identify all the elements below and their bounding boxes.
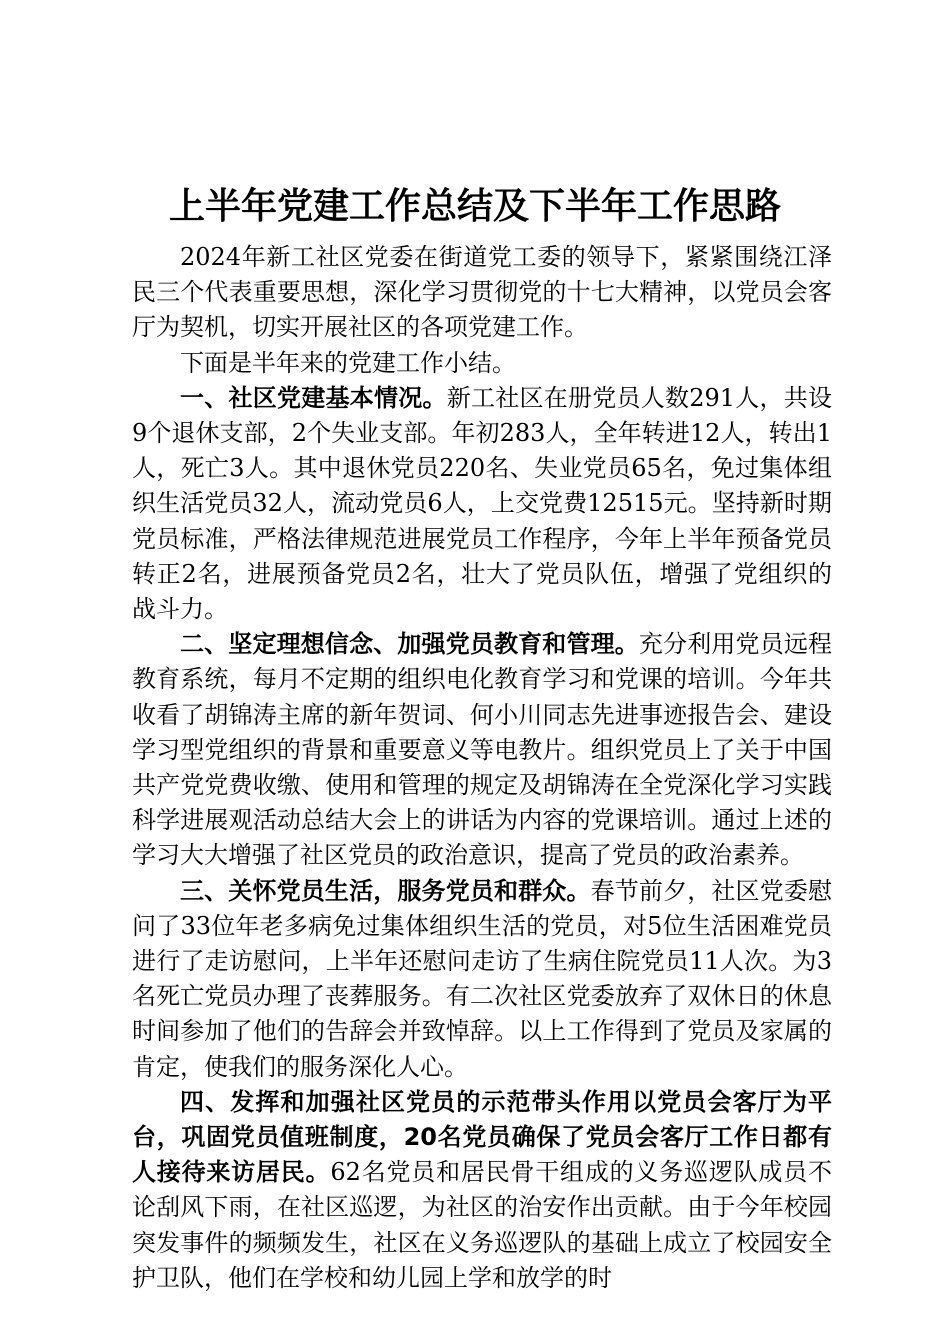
- paragraph-text: 下面是半年来的党建工作小结。: [180, 348, 516, 377]
- section-2-paragraph: [132, 627, 832, 873]
- section-3-heading: 三、关怀党员生活，服务党员和群众。: [180, 876, 591, 905]
- section-4-text: 62名党员和居民骨干组成的义务巡逻队成员不论刮风下雨，在社区巡逻，为社区的治安作出贡献。由于今年校园突发事件的频频发生，社区在义务巡逻队的基础上成立了校园安全护卫队，他们在学校和幼儿园上学和放学的时: [132, 1158, 832, 1292]
- section-3-text: 春节前夕，社区党委慰问了33位年老多病免过集体组织生活的党员，对5位生活困难党员进行了走访慰问，上半年还慰问走访了生病住院党员11人次。为3名死亡党员办理了丧葬服务。有二次社区党委放弃了双休日的休息时间参加了他们的告辞会并致悼辞。以上工作得到了党员及家属的肯定，使我们的服务深化人心。: [132, 876, 833, 1081]
- paragraph-intro: [132, 240, 832, 346]
- paragraph-text: 2024年新工社区党委在街道党工委的领导下，紧紧围绕江泽民三个代表重要思想，深化学习贯彻党的十七大精神，以党员会客厅为契机，切实开展社区的各项党建工作。: [132, 243, 832, 342]
- section-2-heading: 二、坚定理想信念、加强党员教育和管理。: [180, 630, 639, 659]
- section-1-paragraph: [132, 381, 832, 627]
- section-1-text: 新工社区在册党员人数291人，共设9个退休支部，2个失业支部。年初283人，全年转进12人，转出1人，死亡3人。其中退休党员220名、失业党员65名，免过集体组织生活党员32人，流动党员6人，上交党费12515元。坚持新时期党员标准，严格法律规范进展党员工作程序，今年上半年预备党员转正2名，进展预备党员2名，壮大了党员队伍，增强了党组织的战斗力。: [132, 383, 833, 624]
- section-1-heading: 一、社区党建基本情况。: [180, 383, 447, 412]
- section-4-paragraph: [132, 1085, 832, 1296]
- paragraph-summary-lead: [132, 346, 832, 381]
- section-4-heading: 四、发挥和加强社区党员的示范带头作用以党员会客厅为平台，巩固党员值班制度，20名党员确保了党员会客厅工作日都有人接待来访居民。: [132, 1087, 832, 1187]
- document-body: [132, 240, 832, 1296]
- section-2-text: 充分利用党员远程教育系统，每月不定期的组织电化教育学习和党课的培训。今年共收看了胡锦涛主席的新年贺词、何小川同志先进事迹报告会、建设学习型党组织的背景和重要意义等电教片。组织党员上了关于中国共产党党费收缴、使用和管理的规定及胡锦涛在全党深化学习实践科学进展观活动总结大会上的讲话为内容的党课培训。通过上述的学习大大增强了社区党员的政治意识，提高了党员的政治素养。: [132, 630, 832, 870]
- document-title: 上半年党建工作总结及下半年工作思路: [168, 186, 781, 227]
- section-3-paragraph: [132, 874, 832, 1085]
